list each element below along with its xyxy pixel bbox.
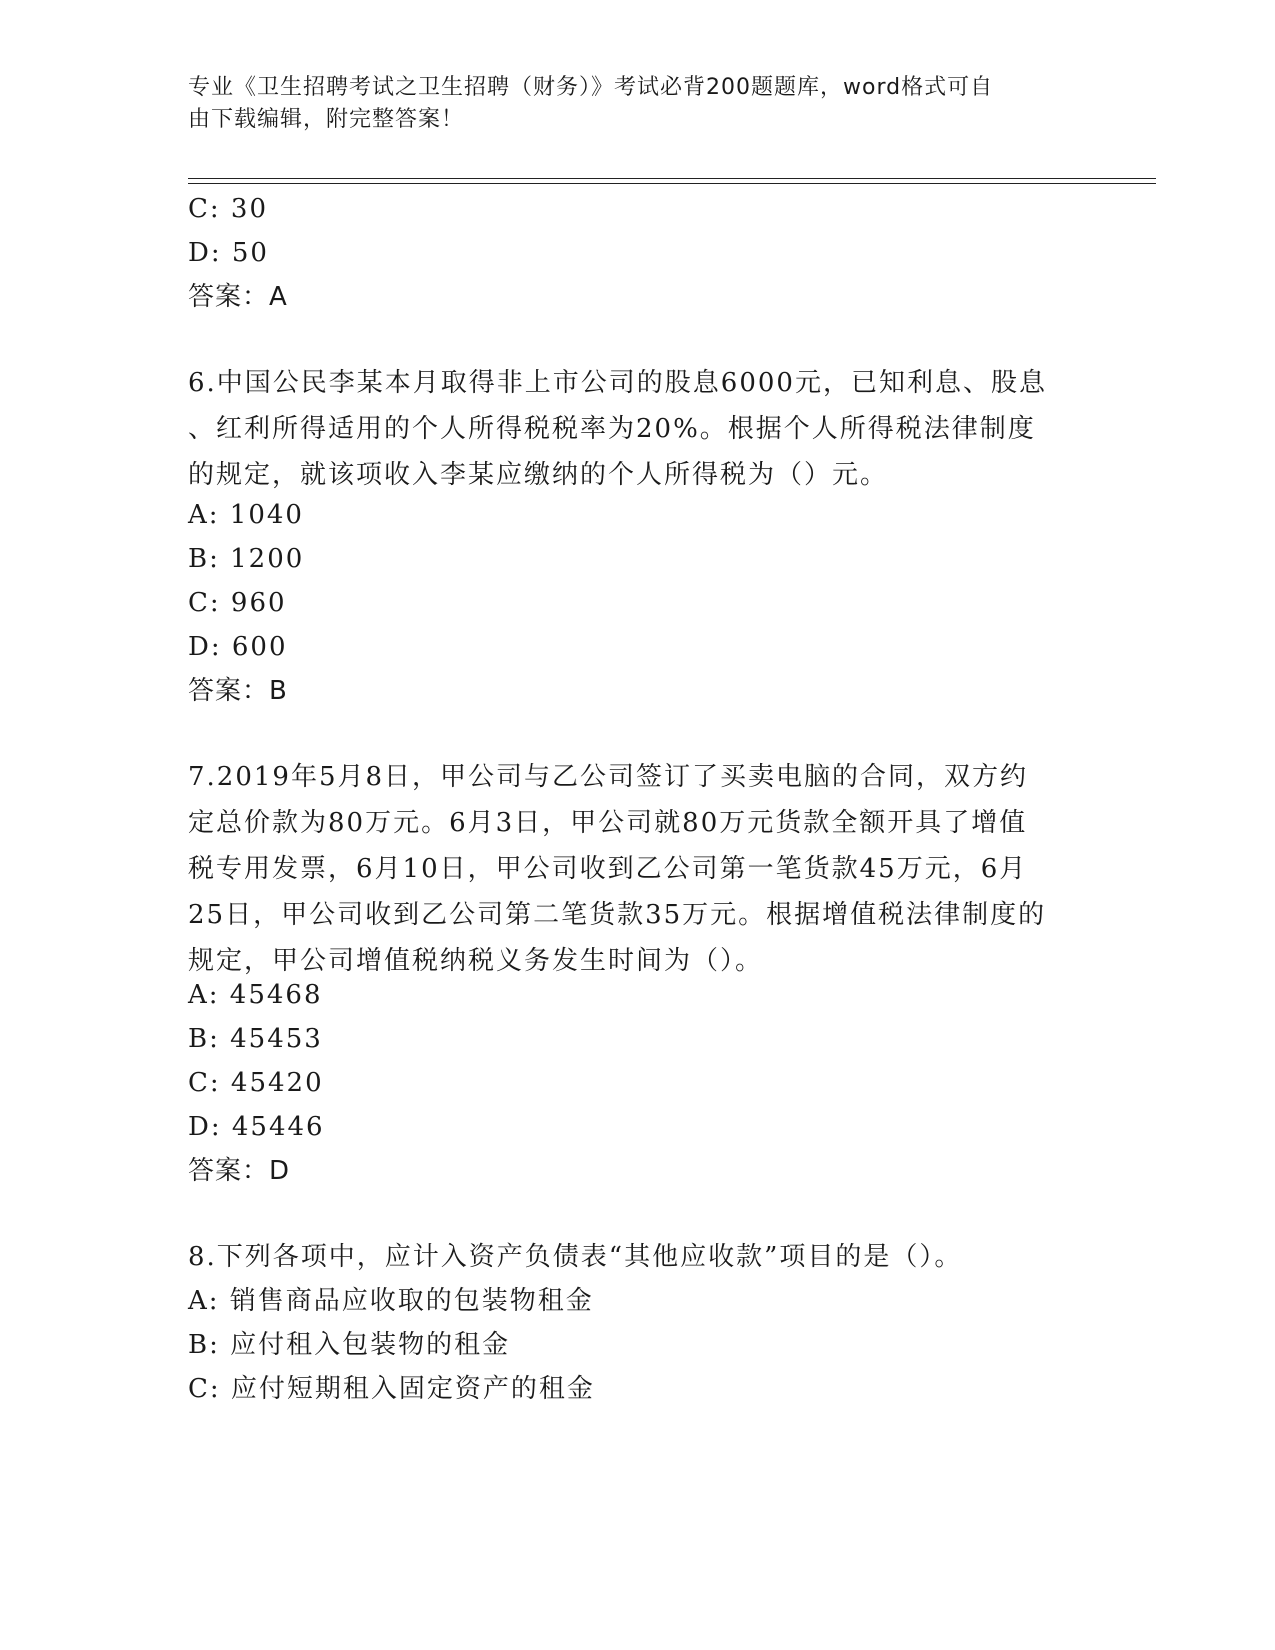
option-c: C: 960 (188, 588, 287, 618)
header-line-2: 由下载编辑，附完整答案！ (188, 107, 465, 132)
stem-line: 规定，甲公司增值税纳税义务发生时间为（）。 (188, 946, 764, 976)
answer: 答案：D (188, 1156, 291, 1186)
option-a: A: 销售商品应收取的包装物租金 (188, 1286, 594, 1316)
option-b: B: 45453 (188, 1024, 323, 1054)
option-c: C: 30 (188, 194, 269, 224)
stem-line: 、红利所得适用的个人所得税税率为20%。根据个人所得税法律制度 (188, 414, 1036, 444)
option-b: B: 1200 (188, 544, 305, 574)
option-c: C: 应付短期租入固定资产的租金 (188, 1374, 595, 1404)
header-divider-bottom (188, 183, 1156, 184)
stem-line: 税专用发票，6月10日，甲公司收到乙公司第一笔货款45万元，6月 (188, 854, 1028, 884)
stem-line: 8.下列各项中，应计入资产负债表“其他应收款”项目的是（）。 (188, 1242, 963, 1272)
stem-line: 25日，甲公司收到乙公司第二笔货款35万元。根据增值税法律制度的 (188, 900, 1047, 930)
stem-line: 定总价款为80万元。6月3日，甲公司就80万元货款全额开具了增值 (188, 808, 1028, 838)
answer: 答案：A (188, 282, 288, 312)
option-d: D: 600 (188, 632, 288, 662)
answer: 答案：B (188, 676, 288, 706)
header-line-1: 专业《卫生招聘考试之卫生招聘（财务）》考试必背200题题库，word格式可自 (188, 75, 994, 100)
option-d: D: 50 (188, 238, 269, 268)
document-header (188, 72, 1068, 136)
option-c: C: 45420 (188, 1068, 324, 1098)
question-6-stem (188, 360, 1088, 498)
stem-line: 的规定，就该项收入李某应缴纳的个人所得税为（）元。 (188, 460, 889, 490)
question-7-stem (188, 754, 1088, 984)
option-a: A: 1040 (188, 500, 304, 530)
option-b: B: 应付租入包装物的租金 (188, 1330, 511, 1360)
option-d: D: 45446 (188, 1112, 325, 1142)
question-8-stem (188, 1234, 1088, 1280)
option-a: A: 45468 (188, 980, 323, 1010)
stem-line: 6.中国公民李某本月取得非上市公司的股息6000元，已知利息、股息 (188, 368, 1047, 398)
header-divider-top (188, 178, 1156, 179)
stem-line: 7.2019年5月8日，甲公司与乙公司签订了买卖电脑的合同，双方约 (188, 762, 1029, 792)
